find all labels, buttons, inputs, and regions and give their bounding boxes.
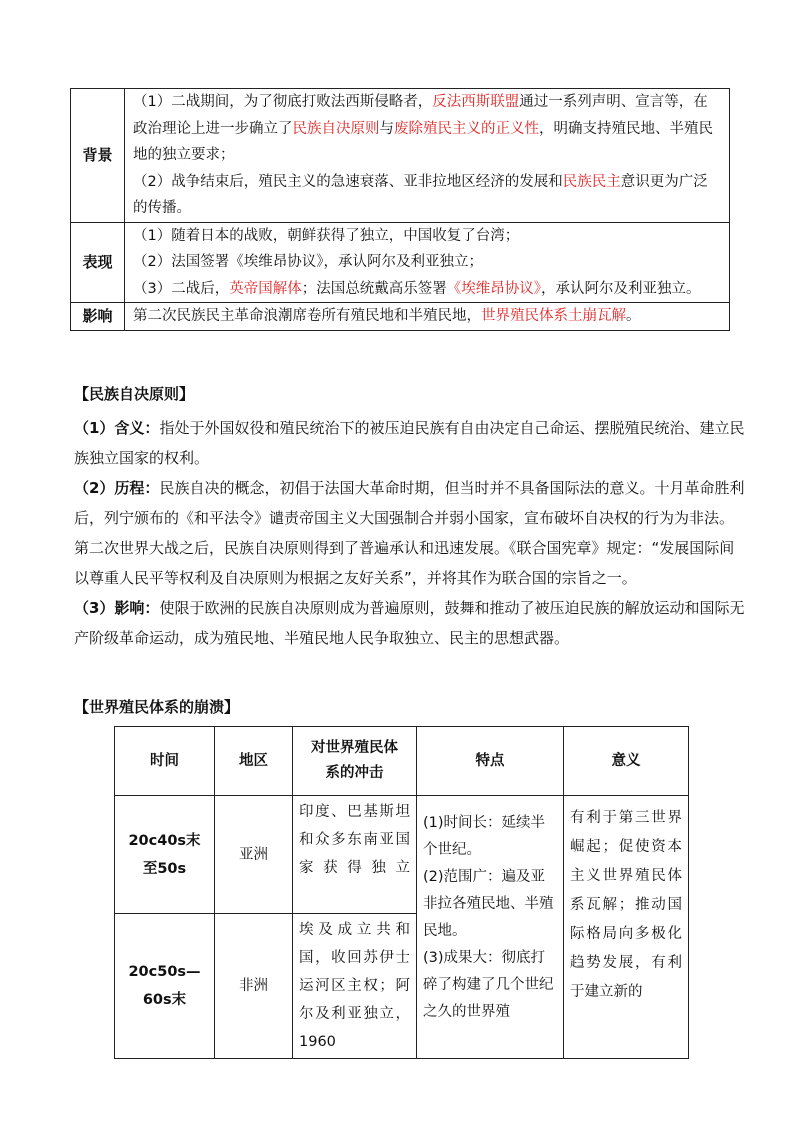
row-head: 影响 — [71, 303, 125, 331]
time-cell: 20c50s—60s末 — [115, 914, 215, 1059]
column-header: 地区 — [215, 727, 293, 796]
meaning-cell: 有利于第三世界崛起；促使资本主义世界殖民体系瓦解；推动国际格局向多极化趋势发展，有利于建立新的 — [564, 796, 689, 1059]
table-header-row — [115, 727, 689, 796]
row-head: 表现 — [71, 222, 125, 303]
table-row — [71, 89, 730, 223]
line: 第二次民族民主革命浪潮席卷所有殖民地和半殖民地，世界殖民体系土崩瓦解。 — [133, 308, 641, 324]
line: （2）法国签署《埃维昂协议》，承认阿尔及利亚独立； — [133, 254, 483, 270]
background-table — [70, 88, 730, 331]
row-content — [125, 222, 730, 303]
column-header: 时间 — [115, 727, 215, 796]
paragraph: （3）影响：使限于欧洲的民族自决原则成为普遍原则，鼓舞和推动了被压迫民族的解放运动和国际无产阶级革命运动，成为殖民地、半殖民地人民争取独立、民主的思想武器。 — [74, 599, 745, 647]
table-row — [71, 303, 730, 331]
feature-item: (2)范围广：遍及亚非拉各殖民地、半殖民地。 — [423, 869, 554, 939]
features-cell — [417, 796, 564, 1059]
impact-cell: 印度、巴基斯坦和众多东南亚国家获得独立 — [293, 796, 417, 914]
feature-item: (3)成果大：彻底打碎了构建了几个世纪之久的世界殖 — [423, 950, 554, 1020]
column-header: 意义 — [564, 727, 689, 796]
table-row — [115, 796, 689, 914]
line: （2）战争结束后，殖民主义的急速衰落、亚非拉地区经济的发展和民族民主意识更为广泛的传播。 — [133, 173, 708, 216]
paragraph: （2）历程：民族自决的概念，初倡于法国大革命时期，但当时并不具备国际法的意义。十月革命胜利后，列宁颁布的《和平法令》谴责帝国主义大国强制合并弱小国家，宣布破坏自决权的行为为非法。第二次世界大战之后，民族自决原则得到了普遍承认和迅速发展。《联合国宪章》规定：“发展国际间以尊重人民平等权利及自决原则为根据之友好关系”，并将其作为联合国的宗旨之一。 — [74, 479, 745, 587]
column-header: 特点 — [417, 727, 564, 796]
section-title: 【民族自决原则】 — [74, 385, 195, 403]
section-body — [74, 413, 746, 653]
paragraph: （1）含义：指处于外国奴役和殖民统治下的被压迫民族有自由决定自己命运、摆脱殖民统治、建立民族独立国家的权利。 — [74, 419, 745, 467]
section-title: 【世界殖民体系的崩溃】 — [74, 698, 240, 716]
impact-cell: 埃及成立共和国，收回苏伊士运河区主权；阿尔及利亚独立，1960 — [293, 914, 417, 1059]
time-cell: 20c40s末至50s — [115, 796, 215, 914]
row-head: 背景 — [71, 89, 125, 223]
row-content — [125, 89, 730, 223]
row-content — [125, 303, 730, 331]
line: （1）随着日本的战败，朝鲜获得了独立，中国收复了台湾； — [133, 227, 520, 244]
area-cell: 非洲 — [215, 914, 293, 1059]
table-row — [71, 222, 730, 303]
column-header: 对世界殖民体系的冲击 — [293, 727, 417, 796]
feature-item: (1)时间长：延续半个世纪。 — [423, 815, 546, 858]
colonial-collapse-table — [114, 726, 689, 1059]
area-cell: 亚洲 — [215, 796, 293, 914]
line: （1）二战期间，为了彻底打败法西斯侵略者，反法西斯联盟通过一系列声明、宣言等，在政治理论上进一步确立了民族自决原则与废除殖民主义的正义性，明确支持殖民地、半殖民地的独立要求； — [133, 94, 713, 163]
line: （3）二战后，英帝国解体；法国总统戴高乐签署《埃维昂协议》，承认阿尔及利亚独立。 — [133, 280, 701, 297]
